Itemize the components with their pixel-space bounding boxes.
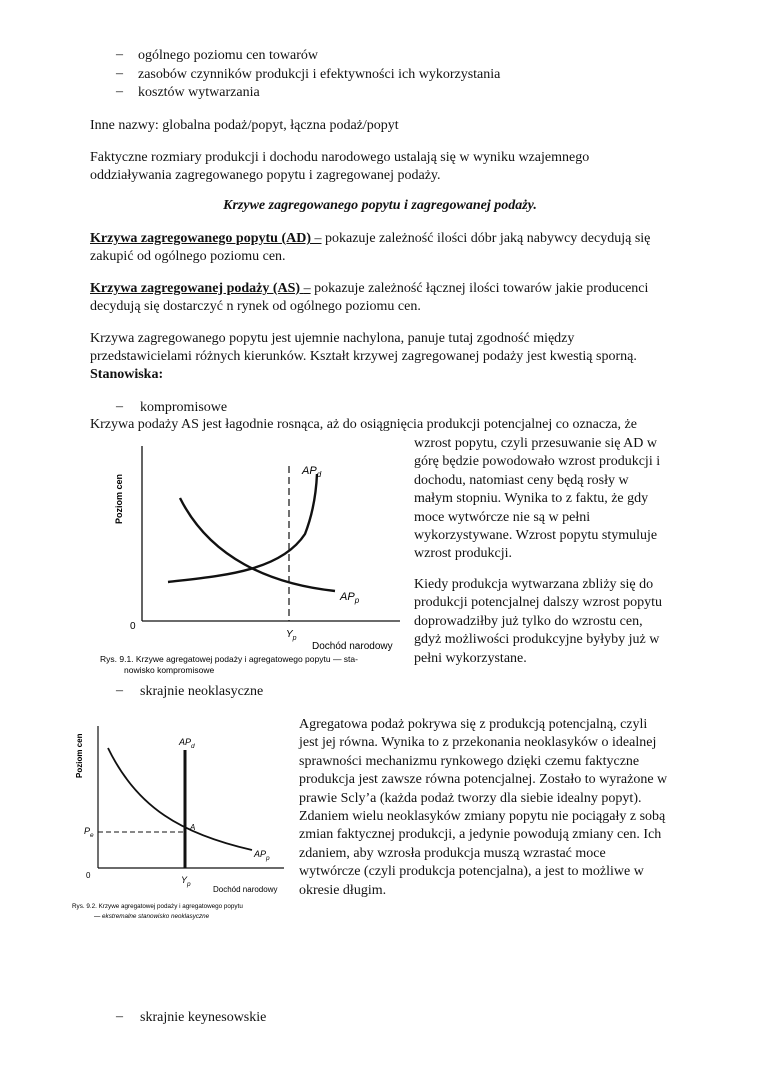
text-line: produkcja jest zawsze równa potencjalnej. Zostało to wyrażone w [299,772,668,788]
text-line: Agregatowa podaż pokrywa się z produkcją potencjalną, czyli [299,717,648,732]
text-line: wzrost popytu, czyli przesuwanie się AD w [414,436,657,451]
other-names: Inne nazwy: globalna podaż/popyt, łączna podaż/popyt [90,118,399,133]
view-keynesian-label: skrajnie keynesowskie [140,1010,267,1025]
list-item: ogólnego poziomu cen towarów [138,48,319,63]
figure-caption-cont: nowisko kompromisowe [124,665,215,675]
intro-line: Faktyczne rozmiary produkcji i dochodu narodowego ustalają się w wyniku wzajemnego [90,150,590,165]
list-item: kosztów wytwarzania [138,85,260,100]
origin-label: 0 [130,621,136,632]
ad-curve-label: $AP_d$ [302,465,322,479]
ad-curve-label: $AP_d$ [179,737,195,750]
figure-caption-cont: — ekstremalne stanowisko neoklasyczne [94,913,210,920]
origin-label: 0 [86,871,91,880]
x-axis-label: Dochód narodowy [312,641,393,652]
bullet-dash: – [116,66,123,81]
as-sep: – [303,281,311,296]
figure-caption: Rys. 9.1. Krzywe agregatowej podaży i agregatowego popytu — sta- [100,654,358,664]
positions-label: Stanowiska: [90,367,164,382]
potential-output-label: $Y_p$ [286,629,297,642]
figure-neoclassical [72,718,287,923]
view-compromise-para1 [414,435,660,564]
y-axis-label: Poziom cen [114,473,124,524]
view-compromise-label: kompromisowe [140,400,228,415]
as-curve-label: $AP_p$ [340,591,360,605]
ad-definition-cont: zakupić od ogólnego poziomu cen. [90,249,286,264]
ad-sep: – [314,231,322,246]
text-line: doprowadziłby już tylko do wzrostu cen, [414,613,643,629]
section-title: Krzywe zagregowanego popytu i zagregowanej podaży. [223,198,537,213]
text-line: wzrost produkcji. [414,546,512,562]
text-line: Kiedy produkcja wytwarzana zbliży się do [414,577,654,592]
ad-para-line: przedstawicielami różnych kierunków. Kształt krzywej zagregowanej podaży jest kwestią sporną. [90,349,637,364]
aggregate-demand-curve [168,474,317,582]
x-axis-label: Dochód narodowy [213,885,278,894]
bullet-dash: – [116,399,123,414]
view-compromise-lead: Krzywa podaży AS jest łagodnie rosnąca, aż do osiągnięcia produkcji potencjalnej co oznacza, że [90,417,637,432]
text-line: jest jej równa. Wynika to z przekonania neoklasyków o idealnej [299,735,657,751]
equilibrium-point-label: A [190,823,196,832]
as-rest: pokazuje zależność łącznej ilości towarów jakie producenci [310,281,649,296]
text-line: produkcji potencjalnej dalszy wzrost popytu [414,595,663,611]
text-line: wykorzystywane. Wzrost popytu stymuluje [414,528,658,544]
text-line: dochodu, natomiast ceny będą rosły w [414,472,629,488]
as-term: Krzywa zagregowanej podaży (AS) [90,281,304,296]
as-curve-label: $AP_p$ [254,849,270,862]
text-line: zmian faktycznej produkcji, a jedynie powodują zmiany cen. Ich [299,827,662,843]
y-axis-label: Poziom cen [75,733,84,778]
view-neoclassical-label: skrajnie neoklasyczne [140,684,264,699]
text-line: małym stopniu. Wynika to z faktu, że gdy [414,491,649,507]
ad-rest: pokazuje zależność ilości dóbr jaką nabywcy decydują się [321,231,651,246]
text-line: wytwórcze (czyli produkcja potencjalna), a jest to możliwe w [299,864,644,880]
as-definition [90,280,648,298]
text-line: sprawności mechanizmu rynkowego dzięki czemu faktyczne [299,753,640,769]
aggregate-supply-curve [108,748,252,850]
list-item: zasobów czynników produkcji i efektywności ich wykorzystania [138,67,501,82]
text-line: pełni wykorzystane. [414,650,527,666]
text-line: gdyż możliwości produkcyjne byłyby już w [414,632,660,648]
bullet-dash: – [116,683,123,698]
potential-output-label: $Y_p$ [181,875,191,888]
intro-line: oddziaływania zagregowanego popytu i zagregowanej podaży. [90,168,441,183]
ad-term: Krzywa zagregowanego popytu (AD) [90,231,315,246]
view-compromise-para2 [414,576,662,668]
bullet-dash: – [116,84,123,99]
text-line: okresie długim. [299,882,387,898]
text-line: zdaniem, aby wzrosła produkcja muszą wzrastać moce [299,845,606,861]
as-definition-cont: decydują się dostarczyć n rynek od ogólnego poziomu cen. [90,299,421,314]
figure-caption: Rys. 9.2. Krzywe agregatowej podaży i agregatowego popytu [72,903,243,910]
text-line: moce wytwórcze nie są w pełni [414,509,591,525]
price-level-label: $P_e$ [84,826,94,839]
ad-definition [90,230,650,248]
text-line: górę będzie powodowało wzrost produkcji i [414,454,661,470]
text-line: Zdaniem wielu neoklasyków zmiany popytu nie pociągały z sobą [299,809,666,825]
figure-compromise [100,436,405,681]
bullet-dash: – [116,47,123,62]
ad-para-line: Krzywa zagregowanego popytu jest ujemnie nachylona, panuje tutaj zgodność między [90,331,575,346]
view-neoclassical-para [299,716,667,900]
bullet-dash: – [116,1009,123,1024]
text-line: prawie Scly’a (każda podaż tworzy dla siebie idealny popyt). [299,790,642,806]
